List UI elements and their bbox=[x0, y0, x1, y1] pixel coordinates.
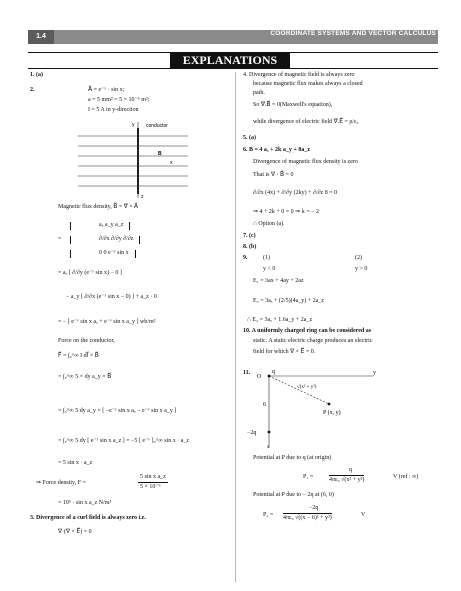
graph-minus2q-label: −2q bbox=[247, 430, 257, 436]
graph-6-label: 6 bbox=[263, 402, 266, 408]
answer-6: 6. B = 4 aₓ + 2k a_y + 8a_z bbox=[243, 147, 310, 153]
case-2-condition: y > 0 bbox=[355, 266, 368, 272]
graph-x-label: x bbox=[267, 445, 270, 450]
answer-1: 1. (a) bbox=[30, 72, 43, 78]
answer-4-line: while divergence of electric field ∇⃗.E⃗ = ρ/ε₀ bbox=[253, 119, 359, 125]
potential-1-reference: V (ref : ∞) bbox=[393, 474, 419, 480]
answer-4-line: because magnetic flux makes always a closed bbox=[253, 81, 363, 87]
potential-2-denominator: 4πε₀ √((x − 6)² + y²) bbox=[283, 515, 332, 521]
answer-10-line: static. A static electric charge produces an electric bbox=[253, 338, 373, 344]
potential-2-lhs: P₂ = bbox=[263, 512, 274, 518]
answer-6-line: ∂/∂x (4x) + ∂/∂y (2ky) + ∂/∂z 8 = 0 bbox=[253, 190, 338, 196]
force-heading: Force on the conductor, bbox=[58, 338, 115, 344]
curl-step-1: = aₓ [ ∂/∂y (e⁻ʸ sin x) − 0 ] bbox=[58, 270, 122, 276]
conductor-figure bbox=[78, 120, 188, 198]
figure-x-label: x bbox=[170, 160, 173, 166]
graph-distance-label: √(x² + y²) bbox=[297, 385, 317, 390]
force-step-3: = ∫₀^∞ 5 dy a_y × [ −e⁻ʸ sin x aₓ − e⁻ʸ sin x a_y ] bbox=[58, 408, 177, 414]
left-column bbox=[30, 72, 230, 582]
case-1-condition: y < 0 bbox=[263, 266, 276, 272]
figure-z-label: z bbox=[141, 194, 144, 200]
answer-10-line: 10. A uniformly charged ring can be considered as bbox=[243, 328, 372, 334]
potential-1-numerator: q bbox=[349, 467, 352, 473]
answer-5: 5. (a) bbox=[243, 135, 256, 141]
potential-1-lhs: P₁ = bbox=[303, 474, 314, 480]
answer-8: 8. (b) bbox=[243, 244, 257, 250]
answer-2-number: 2. bbox=[30, 87, 35, 93]
force-step-4: = ∫₀^∞ 5 dy [ e⁻ʸ sin x a_z ] = −5 [ e⁻ʸ ]₀^∞ sin x · a_z bbox=[58, 438, 190, 444]
figure-b-label: B bbox=[158, 151, 162, 157]
running-title: COORDINATE SYSTEMS AND VECTOR CALCULUS bbox=[270, 30, 436, 37]
field-e1: E₁ = 3ax + 4ay + 2az bbox=[253, 278, 304, 284]
answer-2-line: I = 5 A in y-direction bbox=[88, 107, 139, 113]
answer-2-line: A⃗ = e⁻ʸ · sin x; bbox=[88, 87, 125, 93]
curl-step-2: − a_y [ ∂/∂x (e⁻ʸ sin x − 0) ] + a_z · 0 bbox=[66, 294, 157, 300]
answer-6-line: ⇒ 4 + 2k + 0 = 0 ⇒ k = − 2 bbox=[253, 209, 319, 215]
field-e2-result: ∴ E₂ = 3aₓ + 1.6a_y + 2a_z bbox=[247, 317, 313, 323]
right-column bbox=[243, 72, 443, 582]
graph-origin-label: O bbox=[257, 374, 262, 380]
answer-2-line: a = 5 mm² = 5 × 10⁻⁶ m²; bbox=[88, 97, 150, 103]
answer-11-number: 11. bbox=[243, 370, 251, 376]
force-step-1: F⃗ = ∫₀^∞ I dl⃗ × B⃗ bbox=[58, 353, 99, 359]
answer-3-equation: ∇·(∇ × E⃗) = 0 bbox=[58, 529, 92, 535]
curl-step-3: = − [ e⁻ʸ sin x aₓ + e⁻ʸ sin x a_y ] wb/m² bbox=[58, 319, 156, 325]
answer-6-line: That is ∇ · B⃗ = 0 bbox=[253, 172, 294, 178]
graph-y-label: y bbox=[373, 370, 376, 376]
determinant-row-3: 0 0 e⁻ʸ sin x bbox=[70, 250, 136, 258]
graph-point-label: P (x, y) bbox=[323, 410, 341, 416]
force-step-5: = 5 sin x · a_z bbox=[58, 460, 93, 466]
answer-4-line: So ∇⃗.B⃗ = 0(Maxwell's equation), bbox=[253, 102, 333, 108]
determinant-row-1: aₓ a_y a_z bbox=[70, 222, 130, 230]
field-e2: E₂ = 3aₓ + (2/5)(4a_y) + 2a_z bbox=[253, 298, 324, 304]
answer-3: 3. Divergence of a curl field is always zero i.e. bbox=[30, 515, 146, 521]
force-density-numerator: 5 sin x a_z bbox=[138, 474, 168, 483]
case-2-label: (2) bbox=[355, 255, 362, 261]
potential-2-numerator: −2q bbox=[309, 505, 319, 511]
answer-6-line: ∴ Option (a). bbox=[253, 221, 285, 227]
force-density-denominator: 5 × 10⁻⁶ bbox=[140, 484, 161, 490]
answer-4-line: 4. Divergence of magnetic field is always zero bbox=[243, 72, 355, 78]
page-number: 1.4 bbox=[28, 30, 54, 44]
answer-4-line: path. bbox=[253, 90, 265, 96]
determinant-row-2: ∂/∂x ∂/∂y ∂/∂z bbox=[70, 236, 140, 244]
answer-6-line: Divergence of magnetic flux density is zero bbox=[253, 159, 358, 165]
force-step-2: = ∫₀^∞ 5 × dy a_y × B⃗ bbox=[58, 374, 112, 380]
case-1-label: (1) bbox=[263, 255, 270, 261]
flux-density-label: Magnetic flux density, B⃗ = ∇⃗ × A⃗ bbox=[58, 204, 138, 210]
answer-7: 7. (c) bbox=[243, 233, 256, 239]
potential-1-heading: Potential at P due to q (at origin) bbox=[253, 455, 332, 461]
force-density-result: = 10⁶ · sin x a_z N/m³ bbox=[58, 500, 112, 506]
potential-2-unit: V bbox=[361, 512, 366, 518]
potential-2-heading: Potential at P due to − 2q at (6, 0) bbox=[253, 492, 334, 498]
section-title: EXPLANATIONS bbox=[170, 52, 290, 68]
answer-9-number: 9. bbox=[243, 255, 248, 261]
figure-conductor-label: conductor bbox=[146, 123, 168, 129]
equals-sign: = bbox=[58, 236, 62, 242]
column-divider bbox=[235, 72, 236, 582]
potential-1-denominator: 4πε₀ √(x² + y²) bbox=[329, 477, 365, 483]
graph-q-label: q bbox=[272, 369, 275, 375]
answer-10-line: field for which ∇ × E⃗ = 0. bbox=[253, 349, 316, 355]
figure-y-label: y bbox=[132, 122, 135, 128]
force-density-label: ⇒ Force density, F = bbox=[36, 480, 86, 486]
